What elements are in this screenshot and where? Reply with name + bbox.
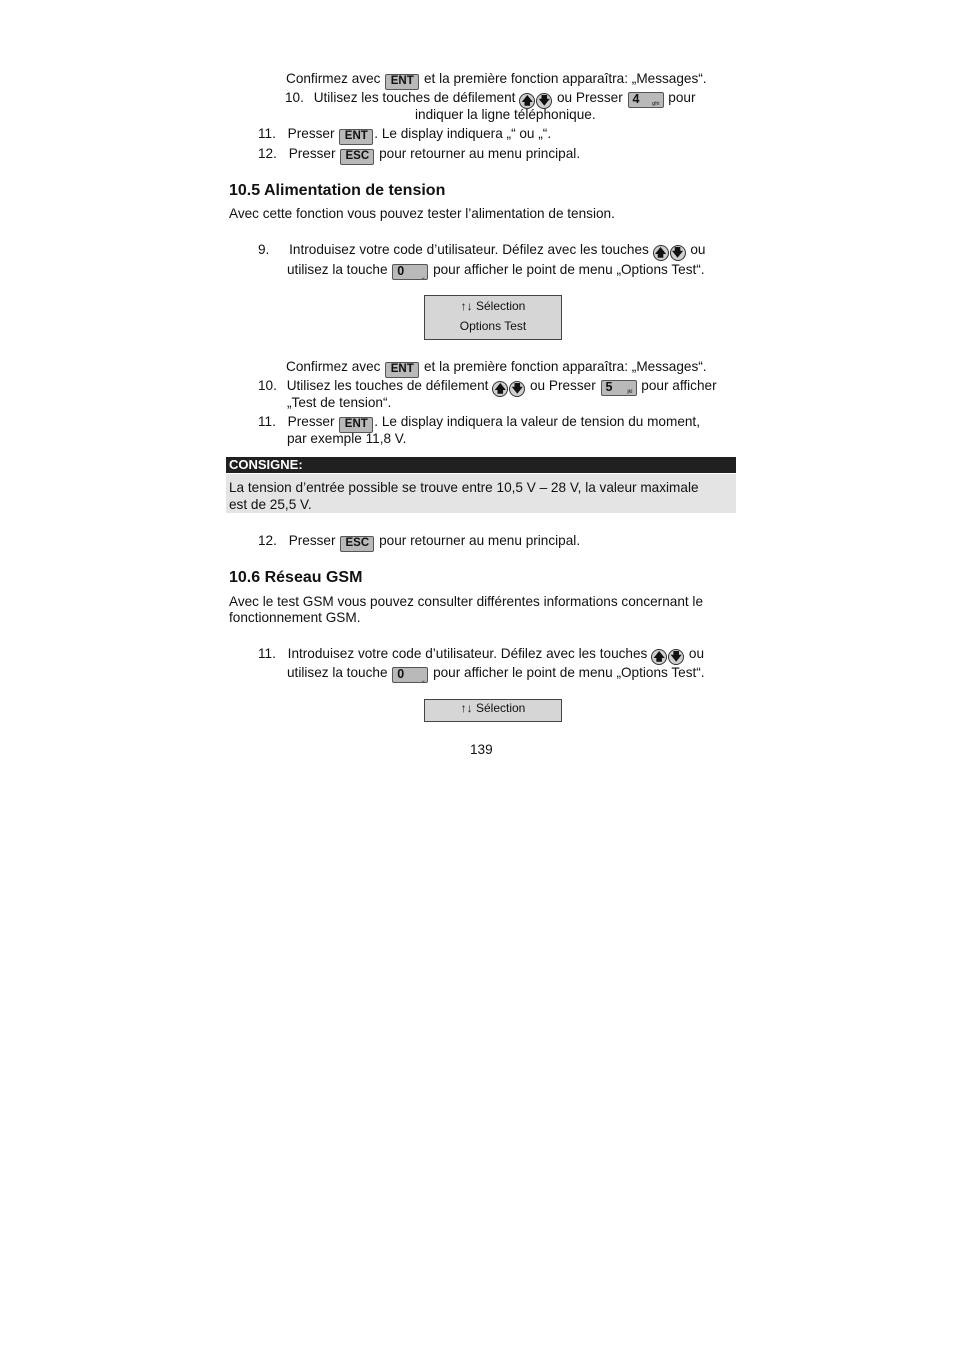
- step-11-gsm-line2: [287, 664, 705, 683]
- section-heading-10-6: 10.6 Réseau GSM: [229, 569, 363, 586]
- text: pour: [668, 90, 696, 105]
- step-11-top: [258, 125, 551, 145]
- text: Presser: [287, 126, 335, 141]
- text: . Le display indiquera la valeur de tension du moment,: [374, 414, 700, 429]
- section-intro: Avec cette fonction vous pouvez tester l’alimentation de tension.: [229, 206, 615, 221]
- key-digit: 0: [397, 264, 405, 278]
- text: Confirmez avec: [286, 359, 381, 374]
- esc-key-icon: ESC: [340, 536, 374, 552]
- text: pour retourner au menu principal.: [379, 533, 581, 548]
- note-title: CONSIGNE:: [229, 457, 303, 472]
- confirm-line-2: [286, 358, 707, 378]
- text: pour afficher le point de menu „Options Test“.: [433, 665, 705, 680]
- text: ou: [690, 242, 706, 257]
- text: pour afficher le point de menu „Options Test“.: [433, 262, 705, 277]
- arrow-up-icon: 🡅: [651, 649, 667, 665]
- key-0-icon: [392, 264, 428, 280]
- text: ou: [688, 646, 705, 661]
- key-digit: 4: [632, 92, 640, 106]
- text: utilisez la touche: [287, 665, 388, 680]
- step-12: [258, 532, 580, 552]
- step-number: 11.: [258, 414, 276, 429]
- step-number: 10.: [285, 90, 304, 105]
- arrow-down-icon: 🡇: [536, 93, 552, 109]
- step-11-line2: par exemple 11,8 V.: [287, 431, 407, 446]
- key-digit: 5: [605, 380, 613, 394]
- arrow-up-icon: 🡅: [492, 381, 508, 397]
- step-10-top-line2: indiquer la ligne téléphonique.: [415, 107, 596, 122]
- note-line-1: La tension d’entrée possible se trouve entre 10,5 V – 28 V, la valeur maximale: [229, 480, 699, 495]
- lcd-display-gsm: [424, 699, 562, 722]
- ent-key-icon: ENT: [339, 417, 373, 433]
- step-number: 10.: [258, 378, 277, 393]
- section-heading-10-5: 10.5 Alimentation de tension: [229, 182, 446, 199]
- lcd-display: [424, 295, 562, 340]
- text: pour afficher: [641, 378, 717, 393]
- step-number: 12.: [258, 146, 277, 161]
- step-number: 11.: [258, 126, 276, 141]
- text: Presser: [287, 414, 335, 429]
- step-9: [258, 241, 705, 261]
- arrow-down-icon: 🡇: [668, 649, 684, 665]
- key-letters: ghi: [652, 101, 660, 107]
- lcd-line-2: Options Test: [459, 319, 527, 333]
- key-digit: 0: [397, 667, 405, 681]
- arrow-down-icon: 🡇: [670, 245, 686, 261]
- text: Presser: [288, 533, 336, 548]
- step-number: 12.: [258, 533, 277, 548]
- text: et la première fonction apparaîtra: „Messages“.: [424, 359, 707, 374]
- note-line-2: est de 25,5 V.: [229, 497, 312, 512]
- ent-key-icon: ENT: [385, 362, 419, 378]
- text: Utilisez les touches de défilement: [313, 90, 516, 105]
- text: pour retourner au menu principal.: [379, 146, 581, 161]
- ent-key-icon: ENT: [339, 129, 373, 145]
- step-number: 9.: [258, 242, 270, 257]
- section-intro-line-1: Avec le test GSM vous pouvez consulter différentes informations concernant le: [229, 594, 704, 609]
- step-11-gsm: [258, 645, 704, 665]
- text: utilisez la touche: [287, 262, 388, 277]
- step-12-top: [258, 145, 580, 165]
- text: et la première fonction apparaîtra: „Messages“.: [424, 71, 707, 86]
- key-5-icon: [601, 380, 637, 396]
- note-title-bar: [226, 457, 736, 473]
- key-0-icon: [392, 667, 428, 683]
- step-9-line2: [287, 261, 705, 280]
- arrow-up-icon: 🡅: [653, 245, 669, 261]
- step-10-line2: „Test de tension“.: [287, 395, 392, 410]
- text: . Le display indiquera „“ ou „“.: [374, 126, 552, 141]
- key-letters: jkl: [627, 389, 633, 395]
- arrow-down-icon: 🡇: [509, 381, 525, 397]
- space-glyph: ⎵: [422, 273, 425, 279]
- text: Confirmez avec: [286, 71, 381, 86]
- text: Introduisez votre code d’utilisateur. Défilez avec les touches: [289, 242, 649, 257]
- page-number: 139: [470, 742, 493, 757]
- esc-key-icon: ESC: [340, 149, 374, 165]
- text: Presser: [288, 146, 336, 161]
- confirm-line-top: [286, 70, 707, 90]
- text: Introduisez votre code d’utilisateur. Défilez avec les touches: [287, 646, 648, 661]
- step-number: 11.: [258, 646, 276, 661]
- lcd-line-1: ↑↓ Sélection: [460, 299, 526, 313]
- space-glyph: ⎵: [422, 676, 425, 682]
- text: ou Presser: [530, 378, 596, 393]
- text: Utilisez les touches de défilement: [286, 378, 489, 393]
- section-intro-line-2: fonctionnement GSM.: [229, 610, 361, 625]
- ent-key-icon: ENT: [385, 74, 419, 90]
- key-4-icon: [628, 92, 664, 108]
- text: ou Presser: [557, 90, 623, 105]
- lcd-line-1: ↑↓ Sélection: [460, 701, 526, 715]
- arrow-up-icon: 🡅: [519, 93, 535, 109]
